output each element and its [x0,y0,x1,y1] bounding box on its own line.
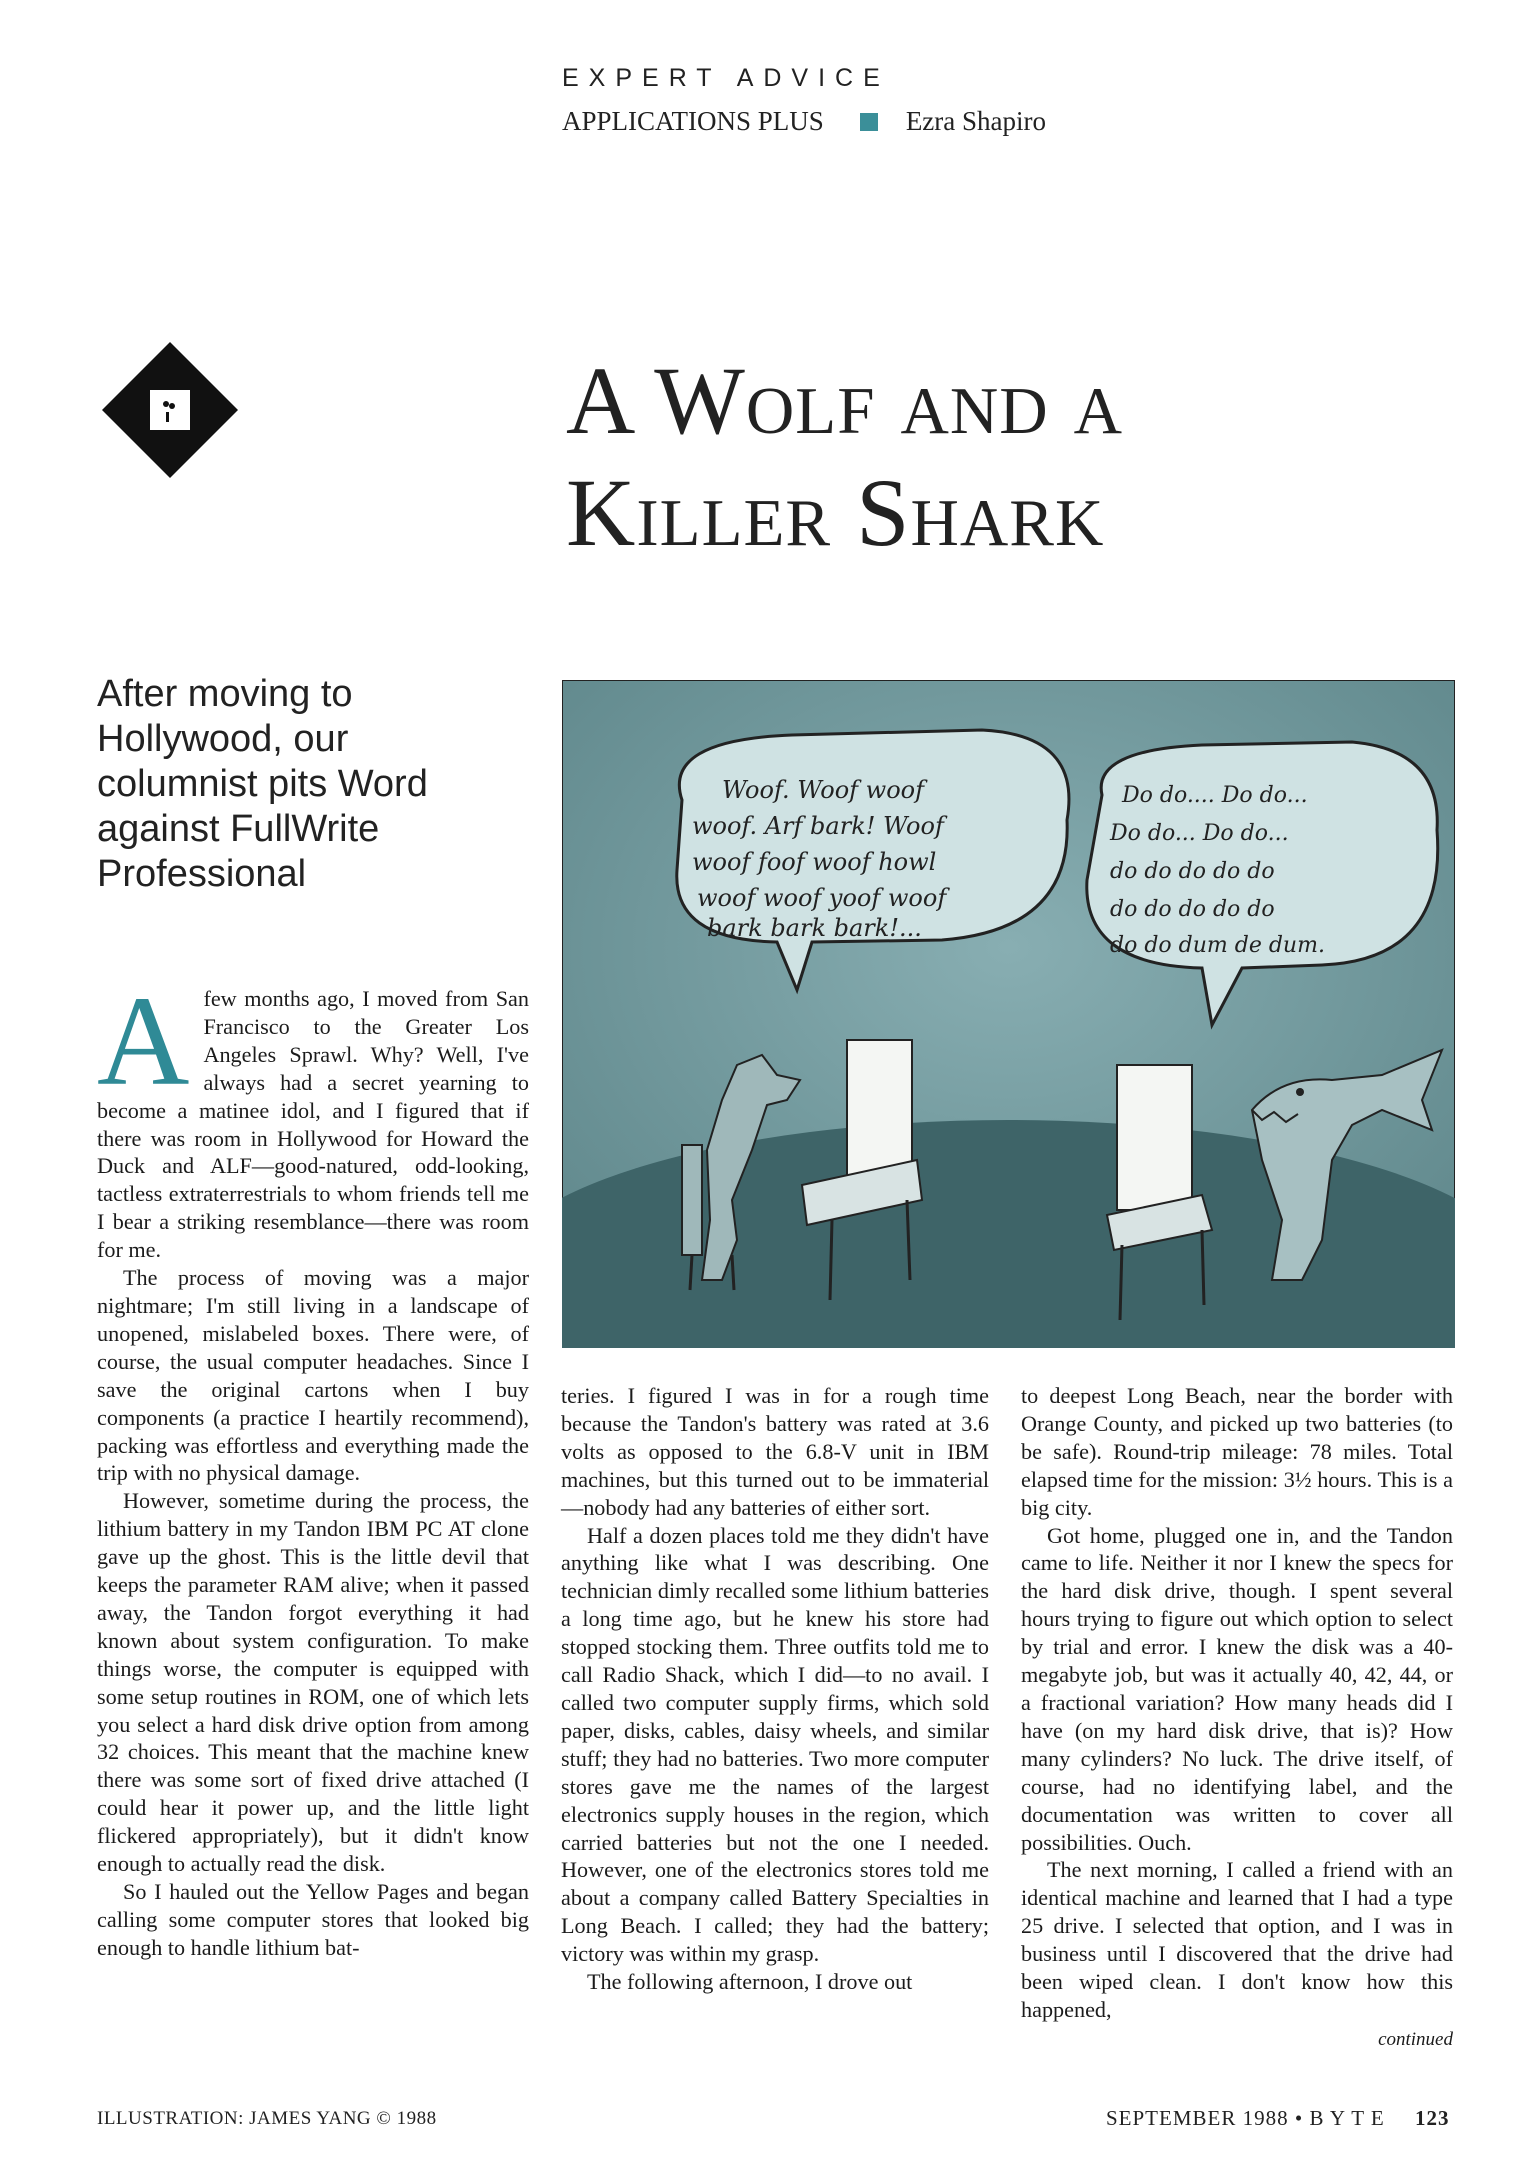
wolf-speech-line: woof. Arf bark! Woof [692,812,944,840]
wolf-speech-line: woof woof yoof woof [697,884,947,912]
section-kicker: EXPERT ADVICE [562,64,890,92]
continued-marker: continued [1378,2028,1453,2050]
shark-monitor [1117,1065,1192,1210]
shark-speech-line: Do do... Do do... [1110,821,1289,846]
body-column-3 [1021,1382,1453,2054]
wolf-monitor [847,1040,912,1175]
illustration-credit: ILLUSTRATION: JAMES YANG © 1988 [97,2108,437,2129]
page-number: 123 [1414,2106,1450,2130]
shark-speech-line: do do do do do [1110,897,1275,922]
wolf-speech-line: woof foof woof howl [692,848,937,876]
paragraph: The process of moving was a major nightmare; I'm still living in a landscape of unopened, mislabeled boxes. There were, of course, the usual computer headaches. Since I save the original cartons when I buy components (a practice I heartily recommend), packing was effortless and everything made the trip with no physical damage. [97,1265,529,1486]
paragraph: So I hauled out the Yellow Pages and began calling some computer stores that looked big enough to handle lithium bat- [97,1879,529,1960]
paragraph: Half a dozen places told me they didn't have anything like what I was describing. One technician dimly recalled some lithium batteries a long time ago, but he knew his store had stopped stocking them. Three outfits told me to call Radio Shack, which I did—to no avail. I called two computer supply firms, which sold paper, disks, cables, daisy wheels, and similar stuff; they had no batteries. Two more computer stores gave me the names of the largest electronics supply houses in the region, which carried batteries but not the one I needed. However, one of the electronics stores told me about a company called Battery Specialties in Long Beach. I called; they had the battery; victory was within my grasp. [561,1522,989,1967]
page-folio [1106,2106,1449,2131]
title-line-2: Killer Shark [566,459,1105,566]
paragraph: However, sometime during the process, the lithium battery in my Tandon IBM PC AT clone gave up the ghost. This is the little devil that keeps the parameter RAM alive; when it passed away, the Tandon forgot everything it had known about system configuration. To make things worse, the computer is equipped with some setup routines in ROM, one of which lets you select a hard disk drive option from among 32 choices. This meant that the machine knew there was some sort of fixed drive attached (I could hear it power up, and the little light flickered appropriately), but it didn't know enough to actually read the disk. [97,1488,529,1877]
body-column-2 [561,1382,989,1996]
title-line-1: A Wolf and a [566,347,1124,454]
article-title [566,345,1123,569]
issue-line: SEPTEMBER 1988 • B Y T E [1106,2106,1385,2130]
paragraph: to deepest Long Beach, near the border with Orange County, and picked up two batteries (to be safe). Round-trip mileage: 78 miles. Total elapsed time for the mission: 3½ hours. This is a big city. [1021,1383,1453,1520]
wolf-speech-line: Woof. Woof woof [722,776,924,804]
body-column-1 [97,970,529,1962]
department-name: APPLICATIONS PLUS [562,106,824,136]
drop-cap: A [97,970,190,1112]
paragraph: Got home, plugged one in, and the Tandon came to life. Neither it nor I knew the specs for the hard disk drive, though. I spent several hours trying to figure out which option to select by trial and error. I knew the disk was a 40-megabyte job, but was it actually 40, 42, 44, or a fractional variation? How many heads did I have (on my hard disk drive, that is)? How many cylinders? No luck. The drive itself, of course, had no identifying label, and the documentation was written to cover all possibilities. Ouch. [1021,1522,1453,1855]
article-deck: After moving to Hollywood, our columnist pits Word against FullWrite Professional [97,673,428,895]
department-line [562,106,1046,137]
shark-speech-line: do do do do do [1110,859,1275,884]
column-logo-icon [100,340,240,480]
paragraph: The next morning, I called a friend with an identical machine and learned that I had a type 25 drive. I selected that option, and I was in business until I discovered that the drive had been wiped clean. I don't know how this happened, [1021,1857,1453,2022]
shark-speech-line: do do dum de dum. [1110,933,1325,958]
paragraph: The following afternoon, I drove out [587,1969,913,1995]
author-name: Ezra Shapiro [905,106,1047,136]
shark-speech-line: Do do.... Do do... [1122,783,1308,808]
wolf-speech-bubble [692,776,950,942]
wolf-speech-line: bark bark bark!... [707,914,922,942]
paragraph-1 [97,970,529,1264]
paragraph-text: few months ago, I moved from San Francisco to the Greater Los Angeles Sprawl. Why? Well, I've always had a secret yearning to become a matinee idol, and I figured that if there was room in Hollywood for Howard the Duck and ALF—good-natured, odd-looking, tactless extraterrestrials to whom friends tell me I bear a striking resemblance—there was room for me. [97,986,529,1263]
paragraph: teries. I figured I was in for a rough time because the Tandon's battery was rated at 3.6 volts as opposed to the 6.8-V unit in IBM machines, but this turned out to be immaterial—nobody had any batteries of either sort. [561,1383,989,1520]
wolf-shark-illustration [562,680,1455,1348]
square-bullet-icon [860,113,878,131]
